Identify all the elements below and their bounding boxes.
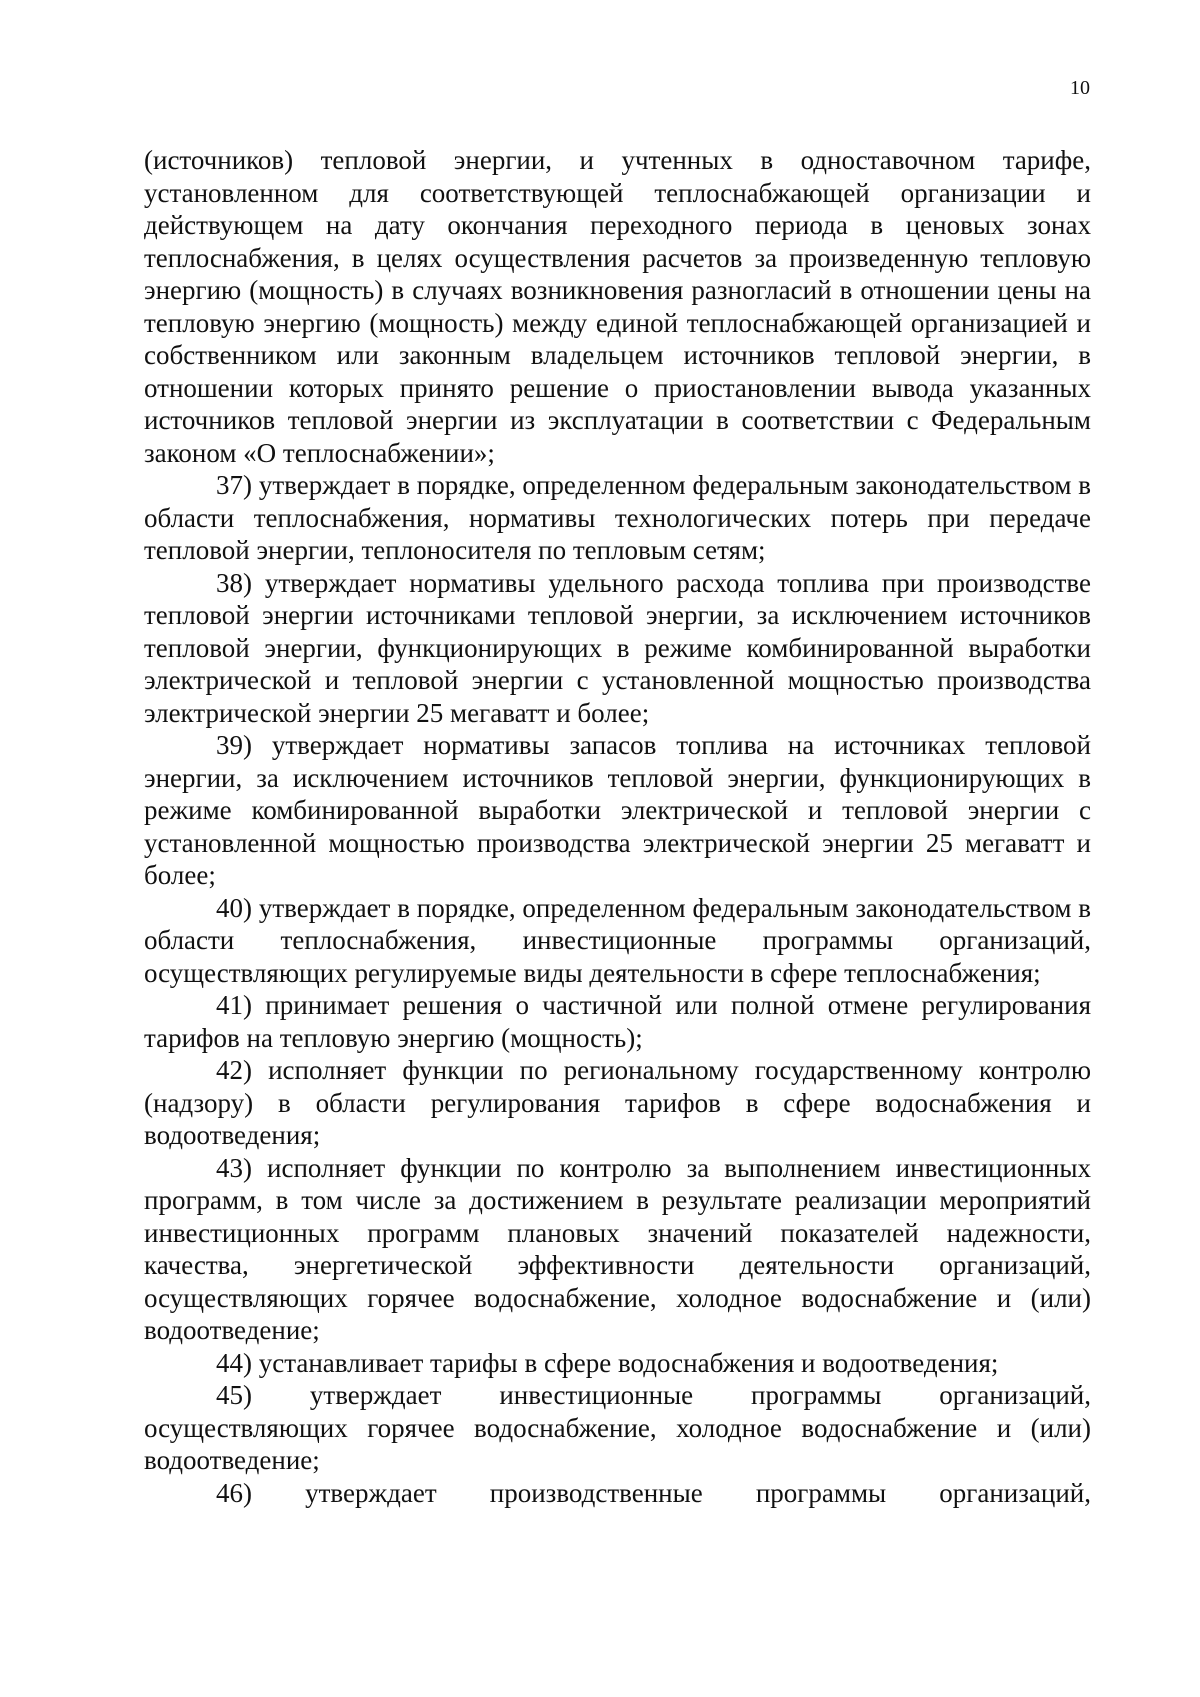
paragraph-item-39: 39) утверждает нормативы запасов топлива на источниках тепловой энергии, за исключением источников тепловой энергии, функционирующих в режиме комбинированной выработки электрической и тепловой энергии с установленной мощностью производства электрической энергии 25 мегаватт и более; <box>144 730 1091 890</box>
paragraph-item-44: 44) устанавливает тарифы в сфере водоснабжения и водоотведения; <box>216 1347 999 1378</box>
paragraph-item-41: 41) принимает решения о частичной или полной отмене регулирования тарифов на тепловую энергию (мощность); <box>144 990 1091 1053</box>
page-number: 10 <box>1070 77 1090 99</box>
paragraph-item-42: 42) исполняет функции по региональному государственному контролю (надзору) в области регулирования тарифов в сфере водоснабжения и водоотведения; <box>144 1055 1091 1150</box>
paragraph-item-43: 43) исполняет функции по контролю за выполнением инвестиционных программ, в том числе за достижением в результате реализации мероприятий инвестиционных программ плановых значений показателей надежности, качества, энергетической эффективности деятельности организаций, осуществляющих горячее водоснабжение, холодное водоснабжение и (или) водоотведение; <box>144 1152 1091 1345</box>
paragraph-continuation: (источников) тепловой энергии, и учтенных в одноставочном тарифе, установленном для соответствующей теплоснабжающей организации и действующем на дату окончания переходного периода в ценовых зонах теплоснабжения, в целях осуществления расчетов за произведенную тепловую энергию (мощность) в случаях возникновения разногласий в отношении цены на тепловую энергию (мощность) между единой теплоснабжающей организацией и собственником или законным владельцем источников тепловой энергии, в отношении которых принято решение о приостановлении вывода указанных источников тепловой энергии из эксплуатации в соответствии с Федеральным законом «О теплоснабжении»; <box>144 145 1091 468</box>
paragraph-item-40: 40) утверждает в порядке, определенном федеральным законодательством в области теплоснабжения, инвестиционные программы организаций, осуществляющих регулируемые виды деятельности в сфере теплоснабжения; <box>144 892 1091 988</box>
paragraph-item-38: 38) утверждает нормативы удельного расхода топлива при производстве тепловой энергии источниками тепловой энергии, за исключением источников тепловой энергии, функционирующих в режиме комбинированной выработки электрической и тепловой энергии с установленной мощностью производства электрической энергии 25 мегаватт и более; <box>144 567 1091 728</box>
document-body <box>144 144 1091 1509</box>
paragraph-item-37: 37) утверждает в порядке, определенном федеральным законодательством в области теплоснабжения, нормативы технологических потерь при передаче тепловой энергии, теплоносителя по тепловым сетям; <box>144 470 1091 565</box>
paragraph-item-46: 46) утверждает производственные программы организаций, <box>216 1477 1091 1508</box>
paragraph-item-45: 45) утверждает инвестиционные программы организаций, осуществляющих горячее водоснабжение, холодное водоснабжение и (или) водоотведение; <box>144 1380 1091 1475</box>
